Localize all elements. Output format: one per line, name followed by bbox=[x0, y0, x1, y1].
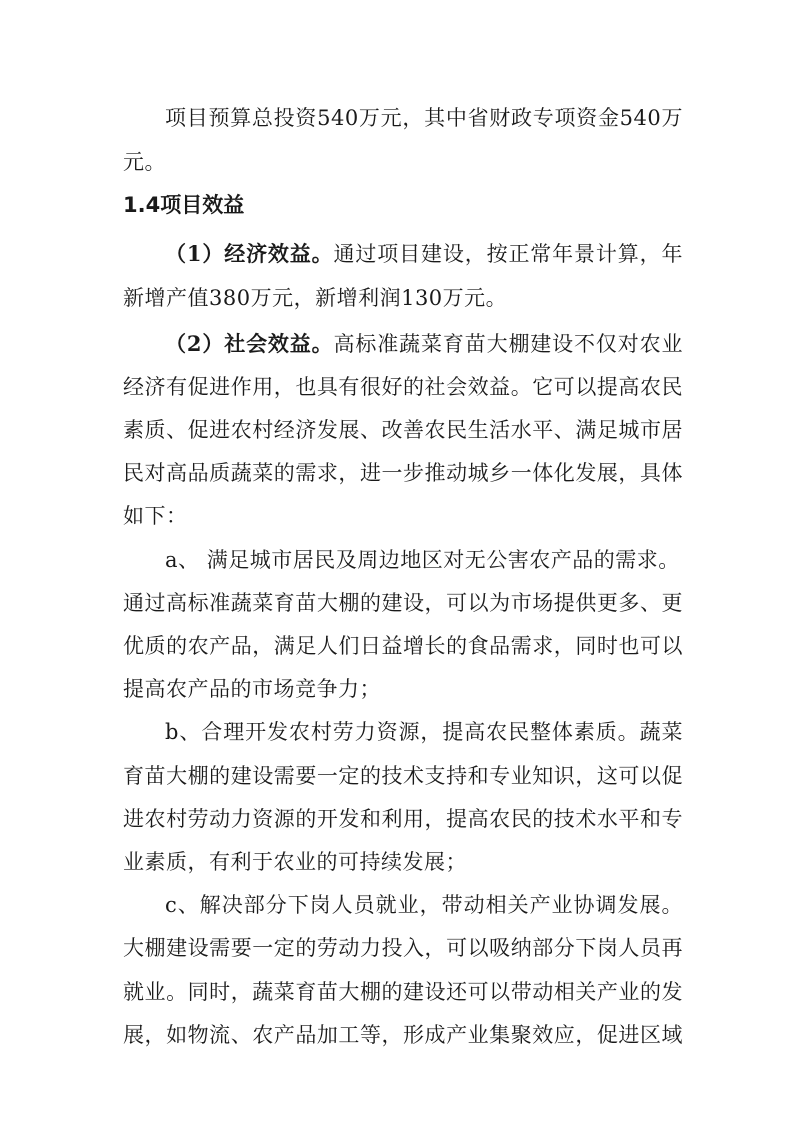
item-b-line-3: 进农村劳动力资源的开发和利用，提高农民的技术水平和专 bbox=[123, 807, 683, 831]
item-b-line-2: 育苗大棚的建设需要一定的技术支持和专业知识，这可以促 bbox=[123, 764, 683, 788]
economic-benefit-line-2: 新增产值380万元，新增利润130万元。 bbox=[123, 286, 508, 310]
economic-benefit-label: （1）经济效益。 bbox=[165, 241, 334, 266]
social-benefit-line-3: 素质、促进农村经济发展、改善农民生活水平、满足城市居 bbox=[123, 418, 683, 442]
social-benefit-line-1 bbox=[165, 330, 683, 358]
social-benefit-line-2: 经济有促进作用，也具有很好的社会效益。它可以提高农民 bbox=[123, 375, 683, 399]
budget-paragraph-line-1: 项目预算总投资540万元，其中省财政专项资金540万 bbox=[165, 106, 683, 130]
economic-benefit-line-1 bbox=[165, 240, 683, 268]
item-a-line-3: 优质的农产品，满足人们日益增长的食品需求，同时也可以 bbox=[123, 634, 683, 658]
item-c-line-1: c、解决部分下岗人员就业，带动相关产业协调发展。 bbox=[165, 893, 683, 917]
item-c-line-3: 就业。同时，蔬菜育苗大棚的建设还可以带动相关产业的发 bbox=[123, 980, 683, 1004]
social-benefit-text: 高标准蔬菜育苗大棚建设不仅对农业 bbox=[333, 332, 683, 356]
budget-paragraph-line-2: 元。 bbox=[123, 150, 166, 174]
item-a-line-4: 提高农产品的市场竞争力； bbox=[123, 677, 381, 701]
item-a-line-1: a、 满足城市居民及周边地区对无公害农产品的需求。 bbox=[165, 548, 680, 572]
social-benefit-label: （2）社会效益。 bbox=[165, 331, 334, 356]
economic-benefit-text: 通过项目建设，按正常年景计算，年 bbox=[333, 242, 683, 266]
item-a-line-2: 通过高标准蔬菜育苗大棚的建设，可以为市场提供更多、更 bbox=[123, 591, 683, 615]
item-b-line-4: 业素质，有利于农业的可持续发展； bbox=[123, 850, 467, 874]
item-b-line-1: b、合理开发农村劳力资源，提高农民整体素质。蔬菜 bbox=[165, 720, 683, 744]
social-benefit-line-5: 如下： bbox=[123, 504, 188, 528]
item-c-line-4: 展，如物流、农产品加工等，形成产业集聚效应，促进区域 bbox=[123, 1023, 683, 1047]
item-c-line-2: 大棚建设需要一定的劳动力投入，可以吸纳部分下岗人员再 bbox=[123, 936, 683, 960]
section-heading: 1.4项目效益 bbox=[123, 193, 245, 217]
social-benefit-line-4: 民对高品质蔬菜的需求，进一步推动城乡一体化发展，具体 bbox=[123, 461, 683, 485]
